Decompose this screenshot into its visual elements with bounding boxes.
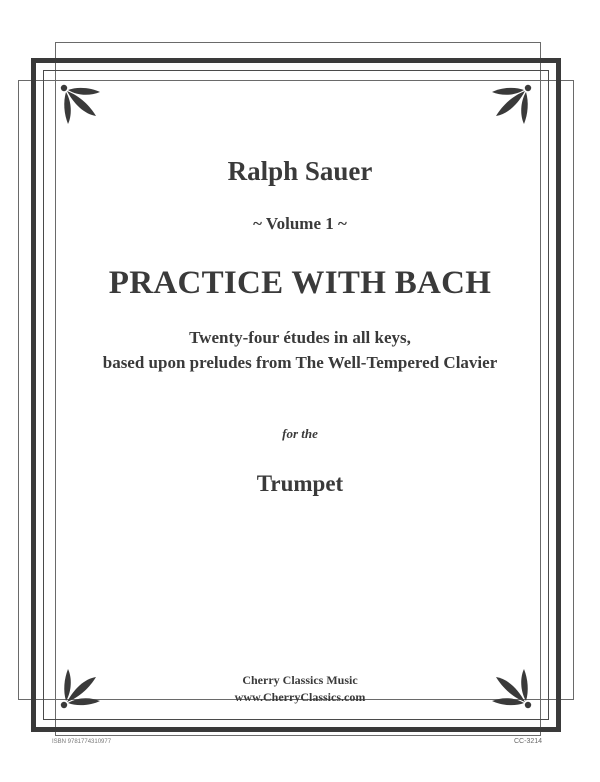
- isbn-label: ISBN 9781774310977: [52, 739, 112, 745]
- corner-ornament-icon: [488, 82, 534, 128]
- publisher-name: Cherry Classics Music: [242, 673, 358, 687]
- corner-ornament-icon: [58, 82, 104, 128]
- composer-name: Ralph Sauer: [227, 156, 373, 186]
- instrument-name: Trumpet: [256, 471, 344, 496]
- subtitle-line-1: Twenty-four études in all keys,: [189, 328, 411, 347]
- catalog-number: CC-3214: [514, 738, 543, 745]
- subtitle-line-2: based upon preludes from The Well-Tempered Clavier: [102, 353, 498, 372]
- for-the-label: for the: [282, 426, 318, 441]
- volume-label: ~ Volume 1 ~: [253, 214, 347, 233]
- publisher-website: www.CherryClassics.com: [234, 690, 366, 704]
- page-title: PRACTICE WITH BACH: [108, 265, 492, 301]
